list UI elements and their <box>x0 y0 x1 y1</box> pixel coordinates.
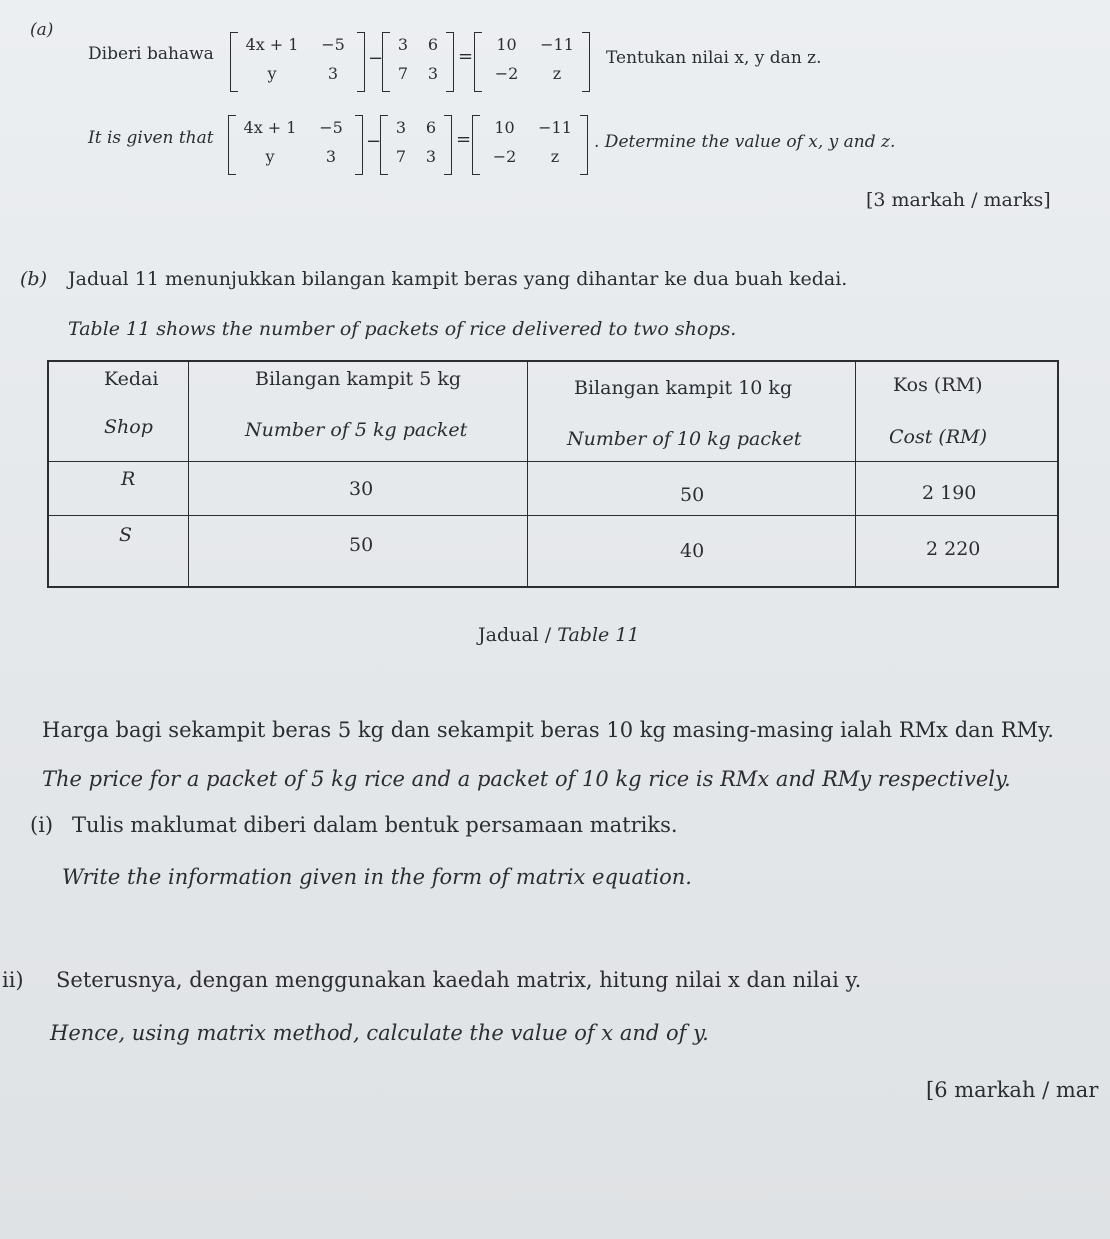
row-r-5kg: 30 <box>349 478 374 500</box>
part-a-malay-suffix: Tentukan nilai x, y dan z. <box>606 48 822 68</box>
price-malay: Harga bagi sekampit beras 5 kg dan sekampit beras 10 kg masing-masing ialah RMx dan RMy. <box>42 718 1054 742</box>
matrix-b-cell: 3 <box>397 35 409 54</box>
row-s-5kg: 50 <box>349 534 374 556</box>
matrix-b-malay <box>382 32 454 92</box>
header-10kg-malay: Bilangan kampit 10 kg <box>574 377 793 399</box>
matrix-c-english <box>472 115 588 175</box>
matrix-a-cell: −5 <box>321 35 345 54</box>
matrix-b-cell: 7 <box>397 64 409 83</box>
minus-sign: − <box>366 131 382 152</box>
header-5kg-english: Number of 5 kg packet <box>245 419 468 441</box>
matrix-a-cell: 3 <box>327 64 339 83</box>
matrix-c-cell: −2 <box>492 147 517 166</box>
matrix-b-cell: 3 <box>425 147 437 166</box>
matrix-a-malay <box>230 32 365 92</box>
matrix-a-cell: −5 <box>319 118 343 137</box>
header-5kg-malay: Bilangan kampit 5 kg <box>255 368 462 390</box>
q1-english: Write the information given in the form of matrix equation. <box>62 865 692 889</box>
row-s-shop: S <box>119 524 133 546</box>
header-10kg-english: Number of 10 kg packet <box>567 428 802 450</box>
table-caption-english: Table 11 <box>557 624 640 646</box>
matrix-b-cell: 3 <box>395 118 407 137</box>
row-r-10kg: 50 <box>680 484 705 506</box>
q2-label: ii) <box>2 968 24 992</box>
matrix-b-cell: 6 <box>427 35 439 54</box>
minus-sign: − <box>368 48 384 69</box>
equals-sign: = <box>456 129 472 150</box>
matrix-a-cell: 4x + 1 <box>245 35 299 54</box>
matrix-a-cell: 3 <box>325 147 337 166</box>
matrix-c-cell: −2 <box>494 64 519 83</box>
matrix-b-cell: 6 <box>425 118 437 137</box>
matrix-c-cell: 10 <box>494 118 515 137</box>
header-shop-malay: Kedai <box>104 368 159 390</box>
part-a-marks: [3 markah / marks] <box>866 189 1051 211</box>
matrix-a-cell: 4x + 1 <box>243 118 297 137</box>
header-shop-english: Shop <box>104 416 153 438</box>
part-b-intro-english: Table 11 shows the number of packets of rice delivered to two shops. <box>68 318 737 340</box>
part-a-english-suffix: . Determine the value of x, y and z. <box>594 132 896 152</box>
equals-sign: = <box>458 46 474 67</box>
q2-english: Hence, using matrix method, calculate the value of x and of y. <box>50 1021 709 1045</box>
matrix-b-cell: 7 <box>395 147 407 166</box>
price-english: The price for a packet of 5 kg rice and a packet of 10 kg rice is RMx and RMy respectively. <box>42 767 1011 791</box>
q1-malay: Tulis maklumat diberi dalam bentuk persamaan matriks. <box>72 813 678 837</box>
header-cost-english: Cost (RM) <box>889 426 987 448</box>
q2-malay: Seterusnya, dengan menggunakan kaedah matrix, hitung nilai x dan nilai y. <box>56 968 862 992</box>
part-b-marks: [6 markah / mar <box>926 1078 1099 1102</box>
matrix-a-english <box>228 115 363 175</box>
row-r-cost: 2 190 <box>922 482 977 504</box>
table-caption-malay: Jadual / <box>478 624 552 646</box>
header-cost-malay: Kos (RM) <box>893 374 983 396</box>
matrix-c-cell: z <box>550 147 560 166</box>
matrix-c-cell: −11 <box>538 118 572 137</box>
table-caption <box>478 624 639 646</box>
row-s-10kg: 40 <box>680 540 705 562</box>
part-a-label: (a) <box>30 20 54 40</box>
matrix-b-cell: 3 <box>427 64 439 83</box>
rice-table <box>47 360 1059 588</box>
part-a-english-prefix: It is given that <box>88 128 214 148</box>
q1-label: (i) <box>30 813 54 837</box>
matrix-b-english <box>380 115 452 175</box>
part-b-label: (b) <box>20 268 47 290</box>
matrix-a-cell: y <box>267 64 277 83</box>
matrix-c-malay <box>474 32 590 92</box>
row-r-shop: R <box>121 468 136 490</box>
matrix-a-cell: y <box>265 147 275 166</box>
matrix-c-cell: z <box>552 64 562 83</box>
part-a-malay-prefix: Diberi bahawa <box>88 44 214 64</box>
part-b-intro-malay: Jadual 11 menunjukkan bilangan kampit beras yang dihantar ke dua buah kedai. <box>68 268 848 290</box>
matrix-c-cell: −11 <box>540 35 574 54</box>
matrix-c-cell: 10 <box>496 35 517 54</box>
row-s-cost: 2 220 <box>926 538 981 560</box>
